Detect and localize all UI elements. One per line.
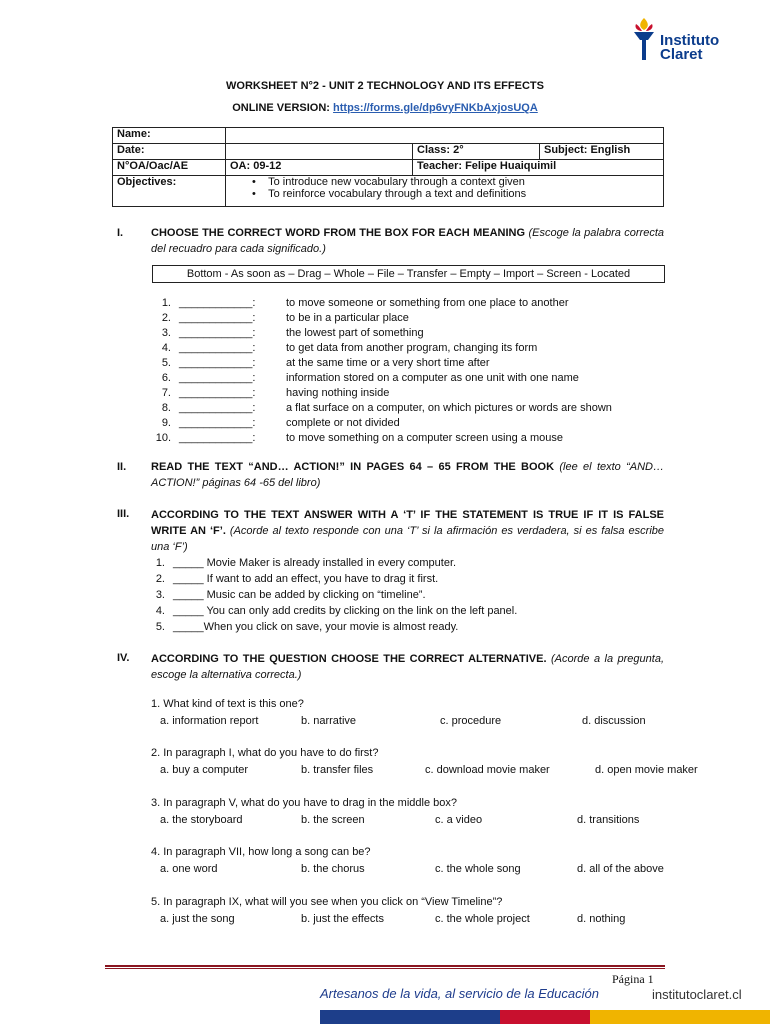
item-number: 3. bbox=[155, 589, 165, 601]
section-1-instructions bbox=[151, 225, 664, 257]
question-text: 3. In paragraph V, what do you have to drag in the middle box? bbox=[151, 797, 457, 809]
answer-blank[interactable]: ____________: bbox=[179, 432, 256, 444]
section-4-heading: ACCORDING TO THE QUESTION CHOOSE THE CORRECT ALTERNATIVE. bbox=[151, 653, 547, 665]
question-text: 5. In paragraph IX, what will you see when you click on “View Timeline”? bbox=[151, 896, 503, 908]
option-a[interactable]: a. buy a computer bbox=[160, 764, 249, 776]
date-label-cell bbox=[113, 144, 226, 160]
true-false-item[interactable] bbox=[151, 555, 671, 571]
section-3-number: III. bbox=[117, 508, 130, 520]
oa-value: OA: 09-12 bbox=[230, 160, 282, 172]
definition-text: the lowest part of something bbox=[286, 327, 424, 339]
section-3-note: (Acorde al texto responde con una ‘T’ si la afirmación es verdadera, si es falsa escribe una ‘F’) bbox=[151, 525, 665, 553]
option-d[interactable]: d. discussion bbox=[582, 715, 646, 727]
definition-text: a flat surface on a computer, on which pictures or words are shown bbox=[286, 402, 612, 414]
objectives-label-cell bbox=[113, 176, 226, 207]
true-false-item[interactable] bbox=[151, 587, 671, 603]
option-d[interactable]: d. all of the above bbox=[577, 863, 664, 875]
answer-blank[interactable]: ____________: bbox=[179, 417, 256, 429]
option-c[interactable]: c. the whole project bbox=[435, 913, 530, 925]
section-1-note: (Escoge la palabra correcta del recuadro para cada significado.) bbox=[151, 227, 664, 255]
teacher-label: Teacher: Felipe Huaiquimil bbox=[417, 160, 557, 172]
answer-blank[interactable]: ____________: bbox=[179, 327, 256, 339]
answer-blank[interactable]: ____________: bbox=[179, 357, 256, 369]
footer-website: institutoclaret.cl bbox=[652, 987, 742, 1002]
section-4-instructions bbox=[151, 651, 664, 683]
online-version-line bbox=[0, 102, 770, 114]
true-false-item[interactable] bbox=[151, 571, 671, 587]
section-1-number: I. bbox=[117, 227, 124, 239]
torch-icon bbox=[628, 16, 660, 64]
item-number: 5. bbox=[155, 621, 165, 633]
online-version-label: ONLINE VERSION: bbox=[232, 102, 330, 114]
vocabulary-item bbox=[151, 431, 671, 446]
section-2-number: II. bbox=[117, 461, 127, 473]
answer-blank[interactable]: ____________: bbox=[179, 387, 256, 399]
question-text: 1. What kind of text is this one? bbox=[151, 698, 304, 710]
section-1-heading: CHOOSE THE CORRECT WORD FROM THE BOX FOR EACH MEANING bbox=[151, 227, 526, 239]
option-b[interactable]: b. narrative bbox=[301, 715, 357, 727]
true-false-list bbox=[151, 555, 671, 635]
vocabulary-item bbox=[151, 401, 671, 416]
answer-blank[interactable]: ____________: bbox=[179, 297, 256, 309]
statement-text: _____ If want to add an effect, you have to drag it first. bbox=[173, 573, 439, 585]
name-label: Name: bbox=[117, 128, 151, 140]
statement-text: _____ Movie Maker is already installed in every computer. bbox=[173, 557, 457, 569]
item-number: 8. bbox=[161, 402, 171, 414]
item-number: 4. bbox=[155, 605, 165, 617]
answer-blank[interactable]: ____________: bbox=[179, 342, 256, 354]
item-number: 2. bbox=[161, 312, 171, 324]
footer-slogan: Artesanos de la vida, al servicio de la Educación bbox=[320, 986, 599, 1001]
answer-blank[interactable]: ____________: bbox=[179, 402, 256, 414]
item-number: 9. bbox=[161, 417, 171, 429]
option-a[interactable]: a. one word bbox=[160, 863, 218, 875]
option-b[interactable]: b. the screen bbox=[301, 814, 365, 826]
objective-item: • To introduce new vocabulary through a context given bbox=[252, 176, 525, 188]
logo-line-2: Claret bbox=[660, 46, 703, 63]
section-2-heading: READ THE TEXT “AND… ACTION!” IN PAGES 64 – 65 FROM THE BOOK bbox=[151, 461, 555, 473]
item-number: 7. bbox=[161, 387, 171, 399]
subject-cell bbox=[540, 144, 664, 160]
definition-text: to move someone or something from one place to another bbox=[286, 297, 569, 309]
statement-text: _____ Music can be added by clicking on “timeline”. bbox=[173, 589, 426, 601]
online-version-link[interactable]: https://forms.gle/dp6vyFNKbAxjosUQA bbox=[333, 102, 538, 114]
name-field[interactable] bbox=[226, 128, 664, 144]
oa-label: N°OA/Oac/AE bbox=[117, 160, 189, 172]
logo-text bbox=[660, 34, 719, 62]
section-2-instructions bbox=[151, 459, 664, 491]
option-d[interactable]: d. transitions bbox=[577, 814, 640, 826]
header-table bbox=[112, 127, 664, 207]
objectives-label: Objectives: bbox=[117, 176, 177, 188]
date-label: Date: bbox=[117, 144, 145, 156]
option-b[interactable]: b. transfer files bbox=[301, 764, 374, 776]
definition-text: complete or not divided bbox=[286, 417, 400, 429]
true-false-item[interactable] bbox=[151, 603, 671, 619]
vocabulary-item bbox=[151, 386, 671, 401]
date-field[interactable] bbox=[226, 144, 413, 160]
option-c[interactable]: c. a video bbox=[435, 814, 483, 826]
option-c[interactable]: c. procedure bbox=[440, 715, 502, 727]
definition-text: to be in a particular place bbox=[286, 312, 409, 324]
definition-text: to move something on a computer screen using a mouse bbox=[286, 432, 563, 444]
definition-text: to get data from another program, changing its form bbox=[286, 342, 538, 354]
vocabulary-item bbox=[151, 416, 671, 431]
vocabulary-item bbox=[151, 341, 671, 356]
vocabulary-item bbox=[151, 296, 671, 311]
vocabulary-item bbox=[151, 371, 671, 386]
option-d[interactable]: d. nothing bbox=[577, 913, 626, 925]
option-c[interactable]: c. download movie maker bbox=[425, 764, 550, 776]
item-number: 3. bbox=[161, 327, 171, 339]
section-3-instructions bbox=[151, 507, 664, 555]
worksheet-title: WORKSHEET N°2 - UNIT 2 TECHNOLOGY AND ITS EFFECTS bbox=[226, 80, 544, 92]
option-a[interactable]: a. information report bbox=[160, 715, 259, 727]
item-number: 5. bbox=[161, 357, 171, 369]
footer-rule bbox=[105, 965, 665, 967]
oa-value-cell bbox=[226, 160, 413, 176]
vocabulary-item bbox=[151, 356, 671, 371]
word-box: Bottom - As soon as – Drag – Whole – File – Transfer – Empty – Import – Screen - Located bbox=[152, 265, 665, 283]
section-3-heading: ACCORDING TO THE TEXT ANSWER WITH A ‘T’ IF THE STATEMENT IS TRUE IF IT IS FALSE WRITE AN ‘F’. bbox=[151, 509, 664, 537]
footer-color-band bbox=[320, 1010, 770, 1024]
question-text: 2. In paragraph I, what do you have to do first? bbox=[151, 747, 379, 759]
item-number: 2. bbox=[155, 573, 165, 585]
institution-logo bbox=[628, 16, 753, 68]
name-label-cell bbox=[113, 128, 226, 144]
definition-text: having nothing inside bbox=[286, 387, 390, 399]
statement-text: _____When you click on save, your movie is almost ready. bbox=[173, 621, 459, 633]
answer-blank[interactable]: ____________: bbox=[179, 372, 256, 384]
objective-item: • To reinforce vocabulary through a text and definitions bbox=[252, 188, 527, 200]
statement-text: _____ You can only add credits by clicking on the link on the left panel. bbox=[173, 605, 518, 617]
class-cell bbox=[413, 144, 540, 160]
answer-blank[interactable]: ____________: bbox=[179, 312, 256, 324]
section-4-number: IV. bbox=[117, 652, 130, 664]
vocabulary-item bbox=[151, 311, 671, 326]
item-number: 1. bbox=[161, 297, 171, 309]
objective-text-2: To reinforce vocabulary through a text and definitions bbox=[268, 188, 527, 200]
option-b[interactable]: b. just the effects bbox=[301, 913, 384, 925]
vocabulary-item bbox=[151, 326, 671, 341]
vocabulary-list bbox=[151, 296, 671, 446]
item-number: 4. bbox=[161, 342, 171, 354]
option-a[interactable]: a. the storyboard bbox=[160, 814, 243, 826]
section-4-note: (Acorde a la pregunta, escoge la alternativa correcta.) bbox=[151, 653, 665, 681]
definition-text: at the same time or a very short time after bbox=[286, 357, 490, 369]
page-number: Página 1 bbox=[612, 972, 654, 986]
option-a[interactable]: a. just the song bbox=[160, 913, 235, 925]
option-b[interactable]: b. the chorus bbox=[301, 863, 365, 875]
footer-rule-thin bbox=[105, 968, 665, 969]
true-false-item[interactable] bbox=[151, 619, 671, 635]
section-2-note: (lee el texto “AND… ACTION!” páginas 64 -65 del libro) bbox=[151, 461, 664, 489]
subject-label: Subject: English bbox=[544, 144, 631, 156]
question-text: 4. In paragraph VII, how long a song can be? bbox=[151, 846, 371, 858]
item-number: 10. bbox=[155, 432, 171, 444]
objective-text-1: To introduce new vocabulary through a context given bbox=[268, 176, 525, 188]
teacher-cell bbox=[413, 160, 664, 176]
class-label: Class: 2° bbox=[417, 144, 464, 156]
item-number: 6. bbox=[161, 372, 171, 384]
objectives-cell bbox=[226, 176, 664, 207]
option-c[interactable]: c. the whole song bbox=[435, 863, 521, 875]
item-number: 1. bbox=[155, 557, 165, 569]
definition-text: information stored on a computer as one unit with one name bbox=[286, 372, 579, 384]
option-d[interactable]: d. open movie maker bbox=[595, 764, 698, 776]
logo-line-1: Instituto bbox=[660, 32, 720, 49]
oa-label-cell bbox=[113, 160, 226, 176]
